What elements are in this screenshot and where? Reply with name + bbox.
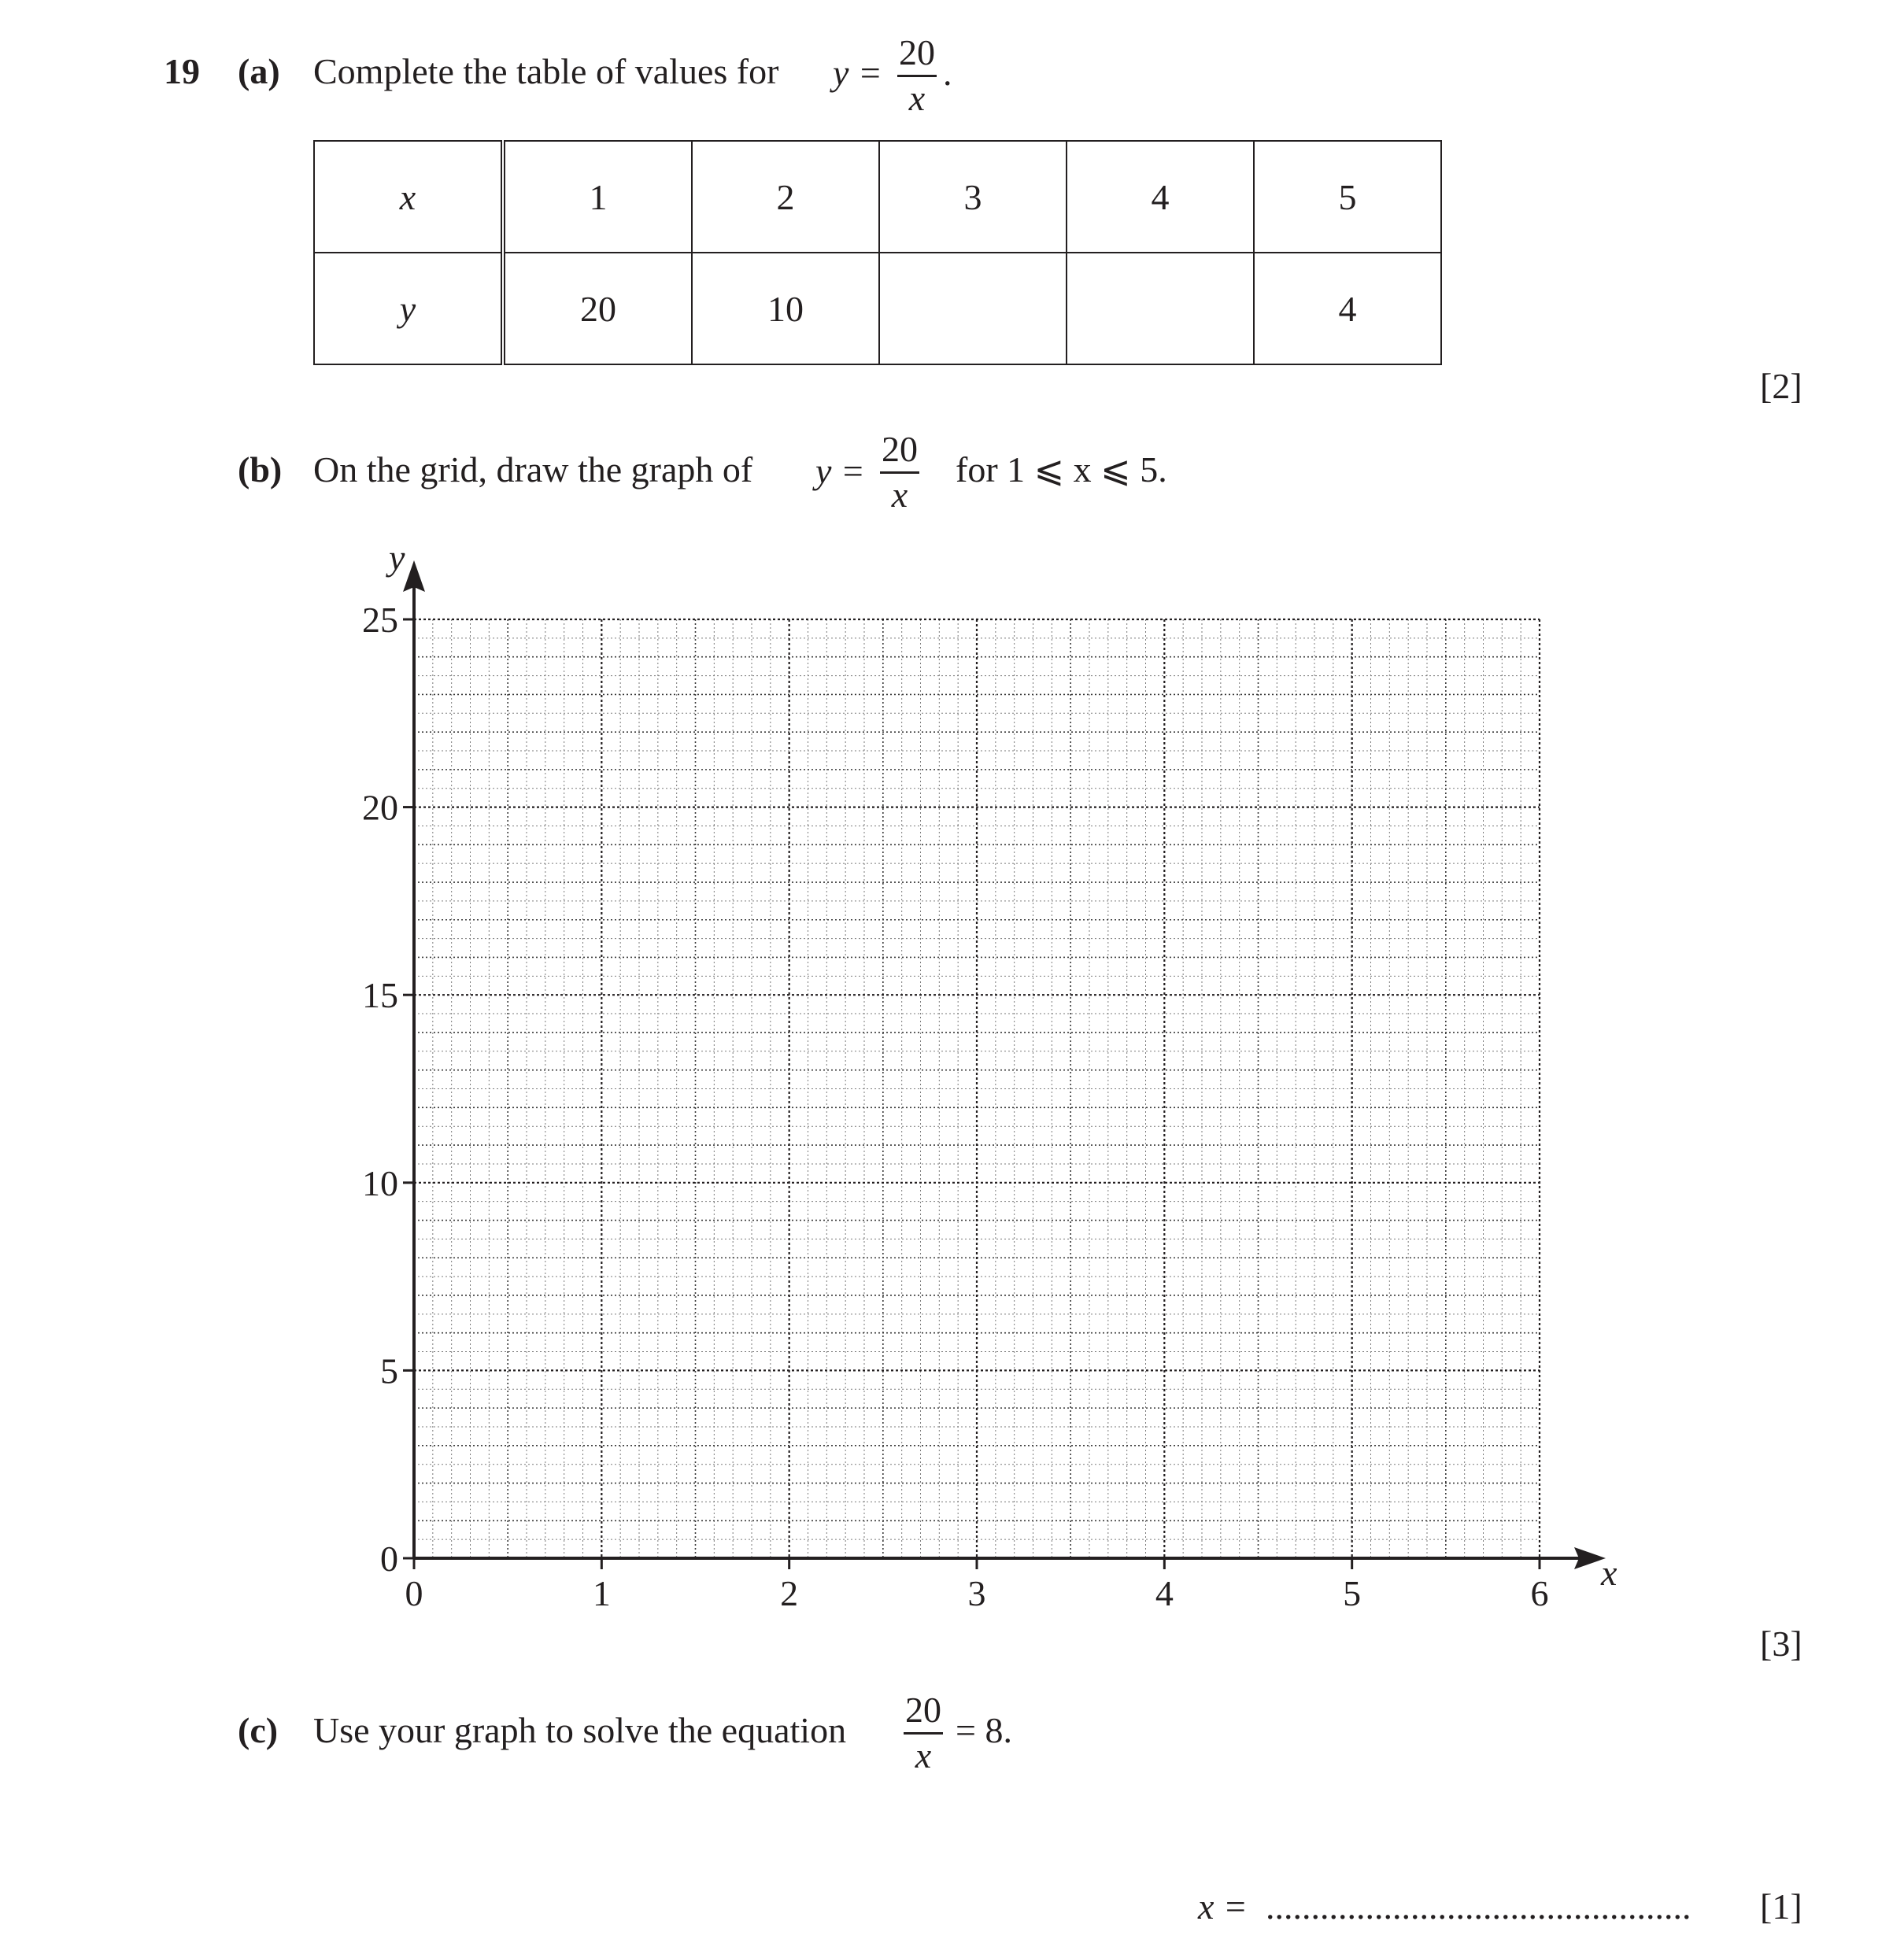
fraction-numerator: 20 — [905, 1690, 941, 1730]
part-c-text: Use your graph to solve the equation — [313, 1710, 847, 1750]
fraction-numerator: 20 — [882, 429, 918, 469]
answer-line[interactable]: ............................................... — [1266, 1889, 1691, 1925]
part-a-period: . — [943, 53, 952, 93]
part-b-range: for 1 ⩽ x ⩽ 5. — [956, 449, 1167, 490]
part-c-marks: [1] — [1760, 1886, 1802, 1927]
table-cell: 4 — [1067, 141, 1254, 253]
fraction-denominator: x — [915, 1735, 932, 1775]
part-c-eq-rhs: = 8. — [956, 1710, 1012, 1750]
part-a-eq-lhs: y = — [833, 53, 882, 93]
x-tick-label: 2 — [780, 1573, 799, 1613]
y-tick-label: 10 — [362, 1162, 398, 1203]
axis-labels — [362, 538, 1617, 1613]
part-b-label: (b) — [238, 449, 283, 490]
part-a-label: (a) — [238, 51, 280, 91]
fraction-denominator: x — [908, 78, 926, 118]
table-header-y: y — [314, 253, 503, 364]
x-tick-label: 4 — [1155, 1573, 1174, 1613]
part-c-fraction — [904, 1692, 943, 1774]
y-axis-label: y — [389, 538, 405, 578]
table-header-x: x — [314, 141, 503, 253]
x-tick-label: 5 — [1343, 1573, 1362, 1613]
table-cell: 3 — [879, 141, 1067, 253]
fraction-numerator: 20 — [899, 32, 935, 72]
x-tick-label: 3 — [967, 1573, 986, 1613]
part-b-marks: [3] — [1760, 1624, 1802, 1664]
axes — [403, 560, 1606, 1569]
answer-prefix: x = — [1198, 1886, 1248, 1927]
x-tick-label: 6 — [1530, 1573, 1549, 1613]
x-tick-label: 0 — [405, 1573, 423, 1613]
y-tick-label: 15 — [362, 975, 398, 1016]
table-cell: 4 — [1254, 253, 1441, 364]
y-tick-label: 5 — [380, 1350, 398, 1391]
table-cell: 10 — [692, 253, 879, 364]
part-a-text: Complete the table of values for — [313, 51, 779, 91]
y-tick-label: 20 — [362, 787, 398, 828]
fraction-denominator: x — [891, 475, 908, 515]
part-b-eq-lhs: y = — [815, 451, 865, 491]
axis-ticks — [403, 619, 1540, 1569]
question-number: 19 — [164, 51, 200, 91]
part-b-text: On the grid, draw the graph of — [313, 449, 753, 490]
table-cell: 20 — [503, 253, 692, 364]
table-cell: 5 — [1254, 141, 1441, 253]
x-tick-label: 1 — [592, 1573, 611, 1613]
table-cell: 2 — [692, 141, 879, 253]
part-c-label: (c) — [238, 1710, 279, 1750]
part-a-marks: [2] — [1760, 366, 1802, 406]
y-tick-label: 25 — [362, 600, 398, 640]
x-axis-label: x — [1601, 1553, 1617, 1593]
table-cell: 1 — [503, 141, 692, 253]
y-axis-arrow-icon — [403, 560, 425, 592]
y-tick-label: 0 — [380, 1539, 398, 1579]
